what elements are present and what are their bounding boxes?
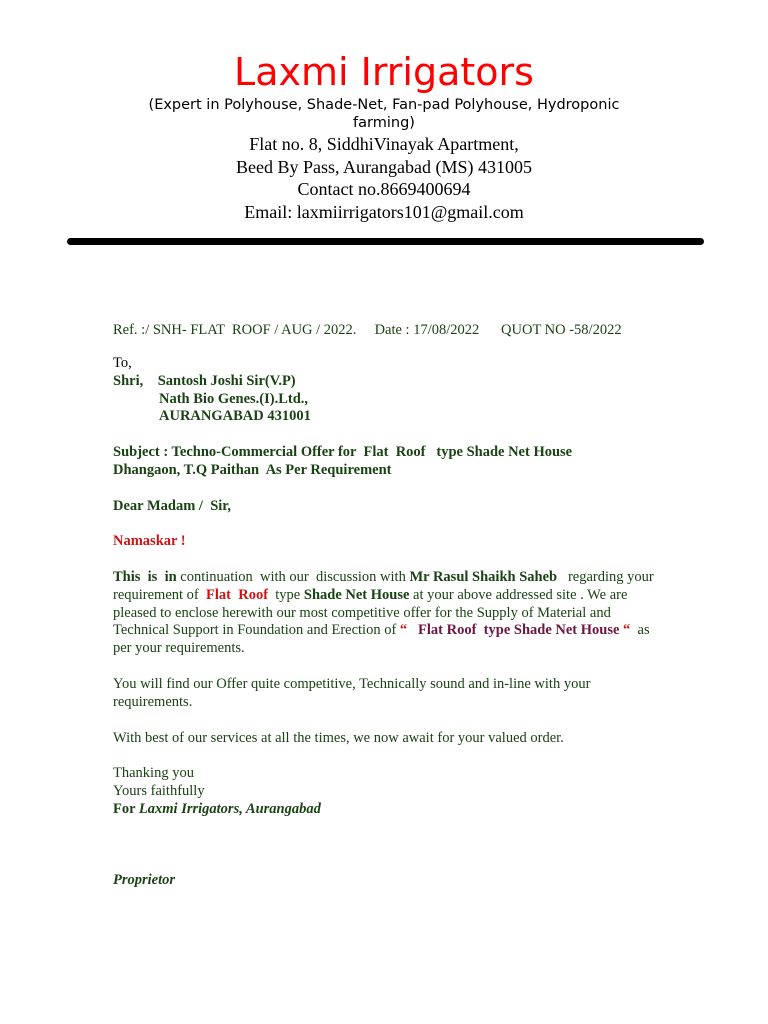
reference-number: Ref. :/ SNH- FLAT ROOF / AUG / 2022. (113, 322, 357, 338)
address-line-1: Flat no. 8, SiddhiVinayak Apartment, (249, 134, 519, 154)
product-name: Shade Net House (303, 586, 410, 603)
closing-company: Laxmi Irrigators, Aurangabad (138, 800, 321, 817)
company-address-block (0, 133, 768, 223)
subject-line-2: Dhangaon, T.Q Paithan As Per Requirement (113, 461, 392, 478)
recipient-name: Shri, Santosh Joshi Sir(V.P) (113, 372, 296, 389)
paragraph-lead: This is in (113, 569, 177, 585)
quotation-number: QUOT NO -58/2022 (501, 322, 622, 338)
signature-title: Proprietor (113, 872, 176, 888)
closing-block (113, 765, 658, 818)
recipient-block (113, 355, 658, 426)
closing-for: For Laxmi Irrigators, Aurangabad (113, 800, 321, 817)
recipient-company: Nath Bio Genes.(I).Ltd., (159, 390, 309, 407)
salutation: Dear Madam / Sir, (113, 498, 232, 514)
recipient-to: To, (113, 355, 132, 371)
recipient-city: AURANGABAD 431001 (159, 408, 311, 425)
product-quoted: Flat Roof type Shade Net House (407, 622, 620, 639)
subject-block (113, 444, 658, 480)
product-roof-type: Flat Roof (206, 586, 269, 603)
contact-number: Contact no.8669400694 (297, 179, 471, 199)
paragraph-services: With best of our services at all the times, we now await for your valued order. (113, 730, 564, 746)
subject-line-1: Subject : Techno-Commercial Offer for Flat Roof type Shade Net House (113, 444, 573, 460)
letterhead-divider (67, 238, 704, 245)
reference-date: Date : 17/08/2022 (374, 322, 480, 338)
closing-yours: Yours faithfully (113, 782, 205, 799)
company-tagline: (Expert in Polyhouse, Shade-Net, Fan-pad Polyhouse, Hydroponic farming) (148, 97, 620, 131)
paragraph-offer: This is in continuation with our discussion with Mr Rasul Shaikh Saheb regarding your requirement of Flat Roof type Shade Net House at your above addressed site . We are pleased to enclose herewith our most competitive offer for the Supply of Material and Technical Support in Foundation and Erection of “ Flat Roof type Shade Net House “ as per your requirements. (113, 569, 658, 657)
greeting: Namaskar ! (113, 533, 186, 549)
company-name: Laxmi Irrigators (234, 50, 534, 94)
paragraph-competitive: You will find our Offer quite competitive, Technically sound and in-line with your requirements. (113, 676, 591, 710)
email-address: Email: laxmiirrigators101@gmail.com (244, 201, 524, 222)
closing-thanks: Thanking you (113, 765, 194, 781)
contact-person: Mr Rasul Shaikh Saheb (409, 569, 558, 585)
reference-line (113, 321, 622, 339)
address-line-2: Beed By Pass, Aurangabad (MS) 431005 (236, 156, 532, 177)
